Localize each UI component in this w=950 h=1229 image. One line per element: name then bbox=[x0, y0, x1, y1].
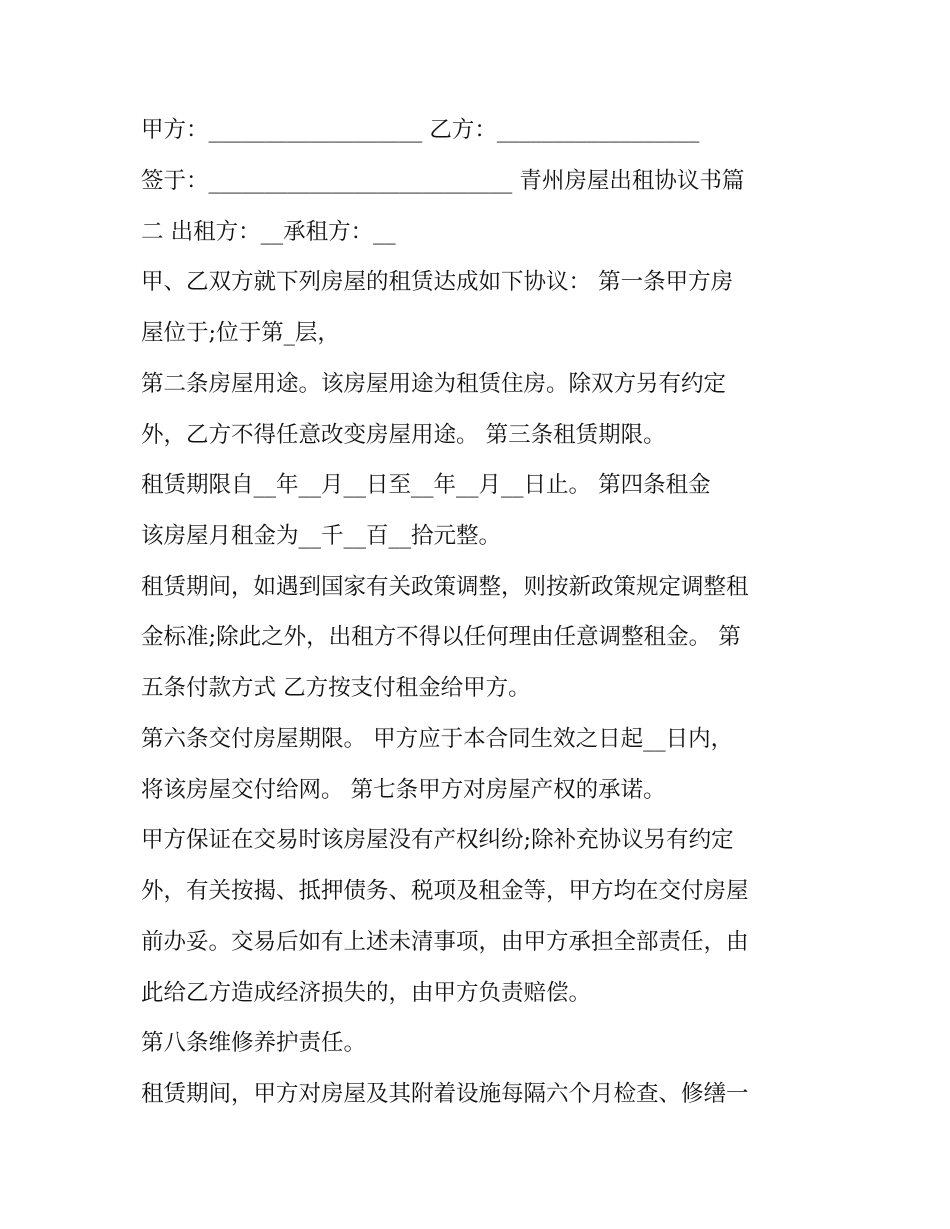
text-line: 租赁期间，如遇到国家有关政策调整，则按新政策规定调整租 bbox=[141, 574, 749, 600]
text-line: 二 出租方：__承租方：__ bbox=[141, 219, 396, 245]
text-line: 此给乙方造成经济损失的，由甲方负责赔偿。 bbox=[141, 980, 592, 1006]
text-line: 金标准;除此之外，出租方不得以任何理由任意调整租金。 第 bbox=[141, 624, 741, 650]
text-line: 第二条房屋用途。该房屋用途为租赁住房。除双方另有约定 bbox=[141, 371, 727, 397]
text-line: 外，乙方不得任意改变房屋用途。 第三条租赁期限。 bbox=[141, 422, 666, 448]
text-line: 第六条交付房屋期限。 甲方应于本合同生效之日起__日内， bbox=[141, 726, 734, 752]
text-line: 租赁期间，甲方对房屋及其附着设施每隔六个月检查、修缮一 bbox=[141, 1081, 749, 1107]
text-line: 前办妥。交易后如有上述未清事项，由甲方承担全部责任，由 bbox=[141, 929, 749, 955]
text-line: 外，有关按揭、抵押债务、税项及租金等，甲方均在交付房屋 bbox=[141, 878, 749, 904]
text-line: 该房屋月租金为__千__百__拾元整。 bbox=[141, 523, 502, 549]
text-line: 五条付款方式 乙方按支付租金给甲方。 bbox=[141, 675, 531, 701]
text-line: 甲方：___________________ 乙方：__________________ bbox=[141, 117, 700, 143]
text-line: 第八条维修养护责任。 bbox=[141, 1030, 367, 1056]
text-line: 签于：___________________________ 青州房屋出租协议书篇 bbox=[141, 168, 745, 194]
text-line: 屋位于;位于第_层， bbox=[141, 320, 340, 346]
text-line: 将该房屋交付给网。 第七条甲方对房屋产权的承诺。 bbox=[141, 777, 666, 803]
text-line: 租赁期限自__年__月__日至__年__月__日止。 第四条租金 bbox=[141, 472, 711, 498]
text-line: 甲、乙双方就下列房屋的租赁达成如下协议： 第一条甲方房 bbox=[141, 269, 734, 295]
text-line: 甲方保证在交易时该房屋没有产权纠纷;除补充协议另有约定 bbox=[141, 827, 734, 853]
